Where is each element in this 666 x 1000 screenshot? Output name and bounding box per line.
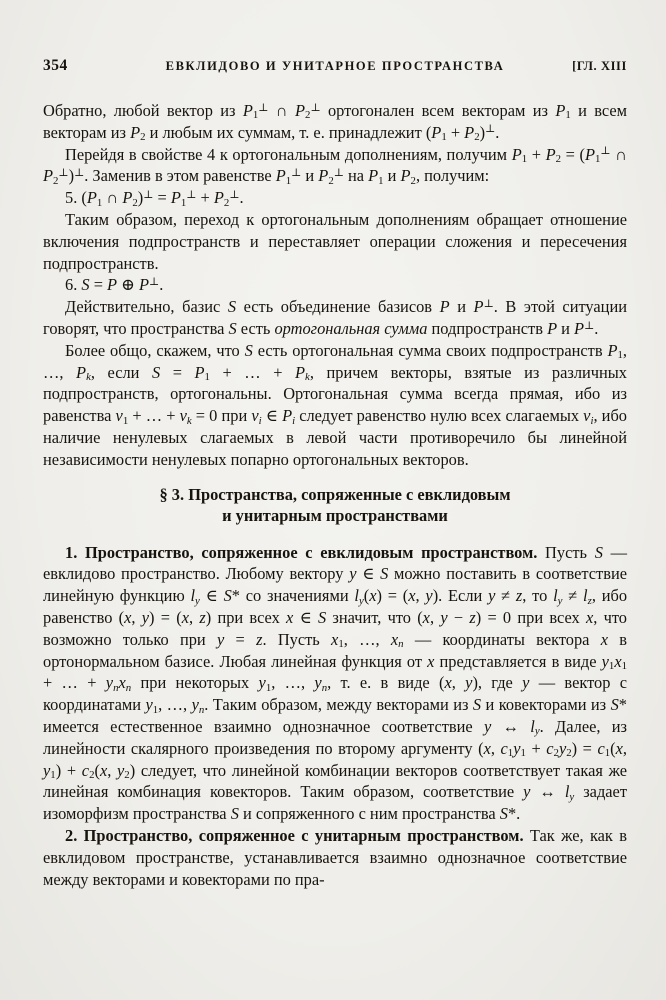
section-heading-line1: § 3. Пространства, сопряженные с евклидовым <box>159 484 511 504</box>
page-body <box>43 100 627 890</box>
page-number: 354 <box>43 57 68 74</box>
section-heading <box>43 484 627 527</box>
chapter-reference: [ГЛ. XIII <box>572 59 627 73</box>
paragraph-orthogonal-sum-definition: Действительно, базис S есть объединение базисов P и P⊥. В этой ситуации говорят, что пространства S есть ортогональная сумма подпространств P и P⊥. <box>43 297 627 338</box>
paragraph-dual-unitary: 2. Пространство, сопряженное с унитарным пространством. Так же, как в евклидовом пространстве, устанавливается взаимно однозначное соответствие между векторами и ковекторами по пра- <box>43 825 627 889</box>
paragraph-property-4: Перейдя в свойстве 4 к ортогональным дополнениям, получим $P_1 + P_2 = (P_1^\perp$ ∩ $P_2^\perp)^\perp$. Заменив в этом равенстве $P_1^\perp$ и $P_2^\perp$ на $P_1$ и $P_2$, получим: <box>43 144 627 187</box>
formula-property-6: 6. S = P ⊕ P⊥. <box>65 275 164 295</box>
page-header <box>43 57 627 75</box>
paragraph-dual-euclidean: 1. Пространство, сопряженное с евклидовым пространством. Пусть S — евклидово пространство. Любому вектору y ∈ S можно поставить в соответствие линейную функцию $l_y$ ∈ S* со значениями $l_y(x) = (x$, y). Если y ≠ z, то $l_y \ne l_z$, ибо равенство (x, y) = (x, z) при всех x ∈ S значит, что (x, y − z) = 0 при всех x, что возможно только при y = z. Пусть $x_1$, …, $x_n$ — координаты вектора x в ортонормальном базисе. Любая линейная функция от x представляется в виде $y_1x_1$ + … + $y_nx_n$ при некоторых $y_1$, …, $y_n$, т. е. в виде (x, y), где y — вектор с координатами $y_1$, …, $y_n$. Таким образом, между векторами из S и ковекторами из S* имеется естественное взаимно однозначное соответствие y ↔ $l_y$. Далее, из линейности скалярного произведения по второму аргументу (x, $c_1y_1 + c_2y_2) = c_1(x$, $y_1) + c_2(x$, $y_2$) следует, что линейной комбинации векторов соответствует такая же линейная комбинация ковекторов. Таким образом, соответствие y ↔ $l_y$ задает изоморфизм пространства S и сопряженного с ним пространства S*. <box>43 542 628 824</box>
running-title: ЕВКЛИДОВО И УНИТАРНОЕ ПРОСТРАНСТВА <box>165 59 505 73</box>
formula-property-5: 5. ($P_1$ ∩ $P_2)^\perp = P_1^\perp + P_2^\perp$. <box>65 188 244 209</box>
paragraph-orthogonal-sum-general: Более общо, скажем, что S есть ортогональная сумма своих подпространств $P_1$, …, $P_k$, если $S = P_1$ + … + $P_k$, причем векторы, взятые из различных подпространств, ортогональны. Ортогональная сумма всегда прямая, ибо из равенства $v_1$ + … + $v_k = 0$ при $v_i$ ∈ $P_i$ следует равенство нулю всех слагаемых $v_i$, ибо наличие ненулевых слагаемых в левой части противоречило бы линейной независимости ненулевых попарно ортогональных векторов. <box>43 340 627 469</box>
paragraph-inclusion-inversion: Таким образом, переход к ортогональным дополнениям обращает отношение включения подпространств и переставляет операции сложения и пересечения подпространств. <box>43 209 627 273</box>
section-heading-line2: и унитарным пространствами <box>222 506 448 526</box>
paragraph-orthogonal-complement: Обратно, любой вектор из $P_1^\perp$ ∩ $P_2^\perp$ ортогонален всем векторам из $P_1$ и всем векторам из $P_2$ и любым их суммам, т. е. принадлежит $(P_1 + P_2)^\perp$. <box>43 101 627 144</box>
